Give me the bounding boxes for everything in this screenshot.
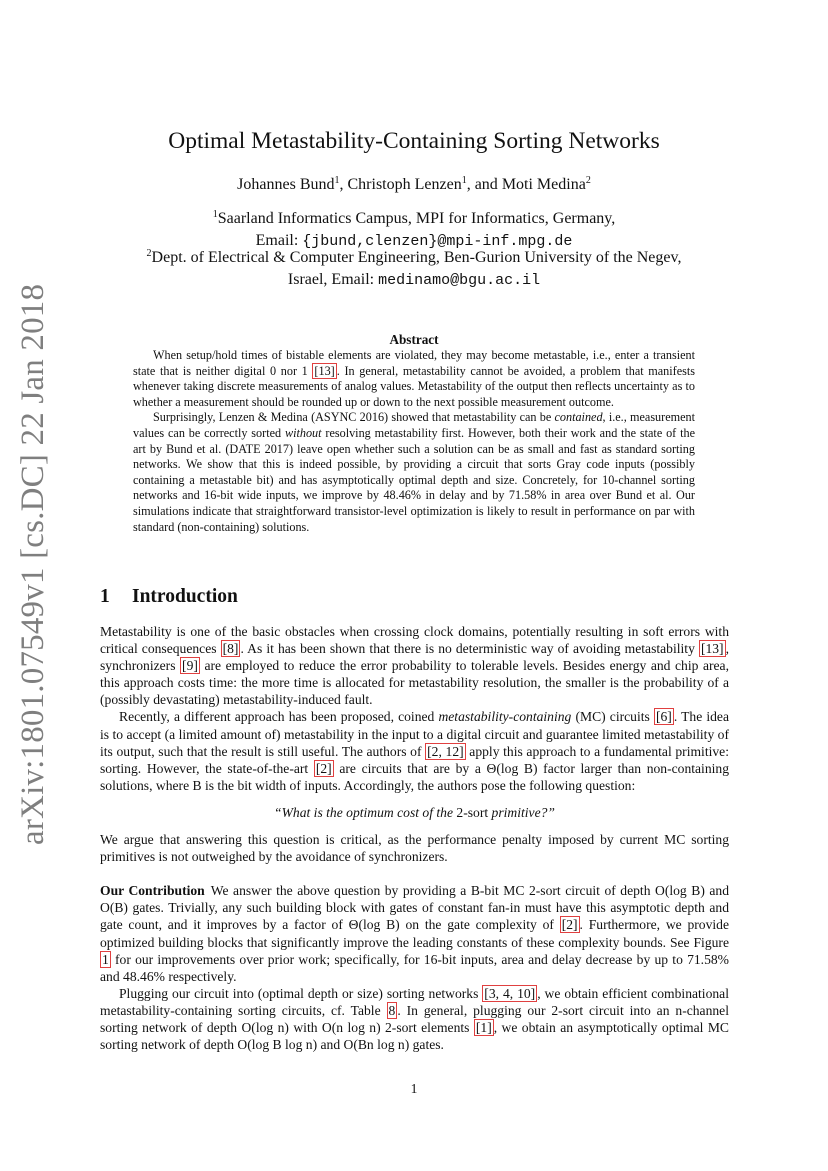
quote-text: “What is the optimum cost of the <box>274 804 457 820</box>
affiliation-marker: 1 <box>334 175 340 186</box>
email-label: Email: <box>255 232 303 249</box>
body-text: Plugging our circuit into (optimal depth or size) sorting networks <box>119 985 483 1001</box>
body-paragraph <box>100 708 729 793</box>
section-heading <box>100 586 238 608</box>
email-address[interactable]: {jbund,clenzen}@mpi-inf.mpg.de <box>302 233 573 250</box>
author-name: Johannes Bund <box>237 176 335 193</box>
affiliation-marker: 1 <box>212 209 218 220</box>
body-text: . As it has been shown that there is no deterministic way of avoiding metastability <box>240 641 699 657</box>
citation-link[interactable]: [3, 4, 10] <box>484 985 536 1001</box>
body-text: . Furthermore, we provide optimized building blocks that significantly improve the leading constants of these complexity bounds. See Figure <box>100 917 729 950</box>
affiliation-text: Israel, Email: <box>287 271 379 288</box>
affiliation-marker: 2 <box>585 175 591 186</box>
emphasis-text: metastability-containing <box>438 709 572 725</box>
section-number: 1 <box>100 586 110 607</box>
affiliation-text: Dept. of Electrical & Computer Engineering, Ben-Gurion University of the Negev, <box>151 249 682 266</box>
author-list <box>0 176 828 194</box>
affiliation-marker: 2 <box>146 248 152 259</box>
figure-link[interactable]: 1 <box>102 951 109 967</box>
affiliation-2 <box>0 247 828 269</box>
citation-link[interactable]: [2, 12] <box>427 743 464 759</box>
emphasis-text: without <box>284 425 322 440</box>
author-name: Christoph Lenzen <box>347 176 462 193</box>
quote-text: primitive?” <box>488 804 555 820</box>
emphasis-text: contained <box>554 410 603 425</box>
citation-link[interactable]: [1] <box>475 1019 492 1035</box>
abstract-text: Surprisingly, Lenzen & Medina (ASYNC 2016) showed that metastability can be <box>153 410 555 425</box>
intro-body <box>100 623 729 1053</box>
body-text: (MC) circuits <box>571 709 654 725</box>
quote-text: 2-sort <box>456 804 489 820</box>
affiliation-marker: 1 <box>461 175 467 186</box>
citation-link[interactable]: [6] <box>655 709 672 725</box>
body-paragraph <box>100 623 729 708</box>
abstract-text: . In general, metastability cannot be avoided, a problem that manifests whenever taking discrete measurements of analog values. Metastability of the output then reflects uncertainty as to whether a measurement should be rounded up or down to the next possible measurement outcome. <box>133 363 696 409</box>
body-text: , we obtain an asymptotically optimal MC sorting network of depth O(log B log n) and O(Bn log n) gates. <box>100 1019 729 1053</box>
citation-link[interactable]: [9] <box>182 658 198 674</box>
paragraph-heading: Our Contribution <box>100 883 205 899</box>
abstract-paragraph <box>133 348 695 410</box>
body-text: Recently, a different approach has been proposed, coined <box>119 709 439 725</box>
body-text: . In general, plugging our 2-sort circuit into an n-channel sorting network of depth O(log n) with O(n log n) 2-sort elements <box>100 1002 729 1035</box>
affiliation-1 <box>0 208 828 230</box>
citation-link[interactable]: [2] <box>561 917 578 933</box>
abstract-body <box>133 348 695 535</box>
author-separator: , <box>339 176 348 193</box>
body-text: Metastability is one of the basic obstacles when crossing clock domains, potentially resulting in soft errors with critical consequences <box>100 624 729 657</box>
author-separator: , and <box>466 176 502 193</box>
affiliation-2-email <box>0 269 828 292</box>
body-text: We argue that answering this question is critical, as the performance penalty imposed by current MC sorting primitives is not outweighed by the avoidance of synchronizers. <box>100 832 729 865</box>
body-text: for our improvements over prior work; specifically, for 16-bit inputs, area and delay decrease by up to 71.58% and 48.46% respectively. <box>100 951 729 984</box>
abstract-text: resolving metastability first. However, both their work and the state of the art by Bund et al. (DATE 2017) leave open whether such a solution can be as small and fast as standard sorting networks. We show that this is indeed possible, by providing a circuit that sorts Gray code inputs (possibly containing a metastable bit) and has asymptotically optimal depth and size. Concretely, for 10-channel sorting networks and 16-bit wide inputs, we improve by 48.46% in delay and by 71.58% in area over Bund et al. Our simulations indicate that straightforward transistor-level optimization is likely to result in performance on par with standard (non-containing) solutions. <box>133 425 695 534</box>
body-text: , synchronizers <box>100 641 729 674</box>
body-paragraph <box>100 985 729 1053</box>
body-text: . The idea is to accept (a limited amount of) metastability in the input to a digital circuit and guarantee limited metastability of its output, such that the result is still useful. The authors of <box>100 709 729 759</box>
citation-link[interactable]: [13] <box>314 363 335 378</box>
abstract-text: When setup/hold times of bistable elements are violated, they may become metastable, i.e., enter a transient state that is neither digital 0 nor 1 <box>133 348 695 378</box>
body-text: , we obtain efficient combinational metastability-containing sorting circuits, cf. Table <box>100 985 729 1018</box>
body-text: are circuits that are by a Θ(log B) factor larger than non-containing solutions, where B is the bit width of inputs. Accordingly, the authors pose the following question: <box>100 760 729 793</box>
body-text: apply this approach to a fundamental primitive: sorting. However, the state-of-the-art <box>100 743 729 776</box>
email-address[interactable]: medinamo@bgu.ac.il <box>378 272 541 289</box>
author-name: Moti Medina <box>501 176 586 193</box>
citation-link[interactable]: [13] <box>700 641 724 657</box>
body-text: are employed to reduce the error probability to tolerable levels. Besides energy and chip area, this approach costs time: the more time is allocated for metastability resolution, the smaller is the probability of a (possibly devastating) metastability-induced fault. <box>100 658 729 708</box>
page-number: 1 <box>410 1081 418 1096</box>
paper-title: Optimal Metastability-Containing Sorting Networks <box>168 128 660 154</box>
body-text: We answer the above question by providing a B-bit MC 2-sort circuit of depth O(log B) and O(B) gates. Trivially, any such building block with gates of constant fan-in must have this asymptotic depth and gate count, and it improves by a factor of Θ(log B) on the gate complexity of <box>100 883 729 933</box>
arxiv-identifier-stamp[interactable]: arXiv:1801.07549v1 [cs.DC] 22 Jan 2018 <box>15 283 51 845</box>
abstract-paragraph <box>133 410 695 535</box>
table-link[interactable]: 8 <box>388 1002 396 1018</box>
body-paragraph <box>100 882 729 985</box>
quoted-question <box>100 804 729 821</box>
abstract-heading: Abstract <box>389 332 439 347</box>
affiliation-text: Saarland Informatics Campus, MPI for Informatics, Germany, <box>217 210 616 227</box>
abstract-text: , i.e., measurement values can be correctly sorted <box>133 410 695 440</box>
citation-link[interactable]: [8] <box>222 641 239 657</box>
section-title: Introduction <box>132 586 238 607</box>
body-paragraph <box>100 831 729 865</box>
citation-link[interactable]: [2] <box>315 760 332 776</box>
